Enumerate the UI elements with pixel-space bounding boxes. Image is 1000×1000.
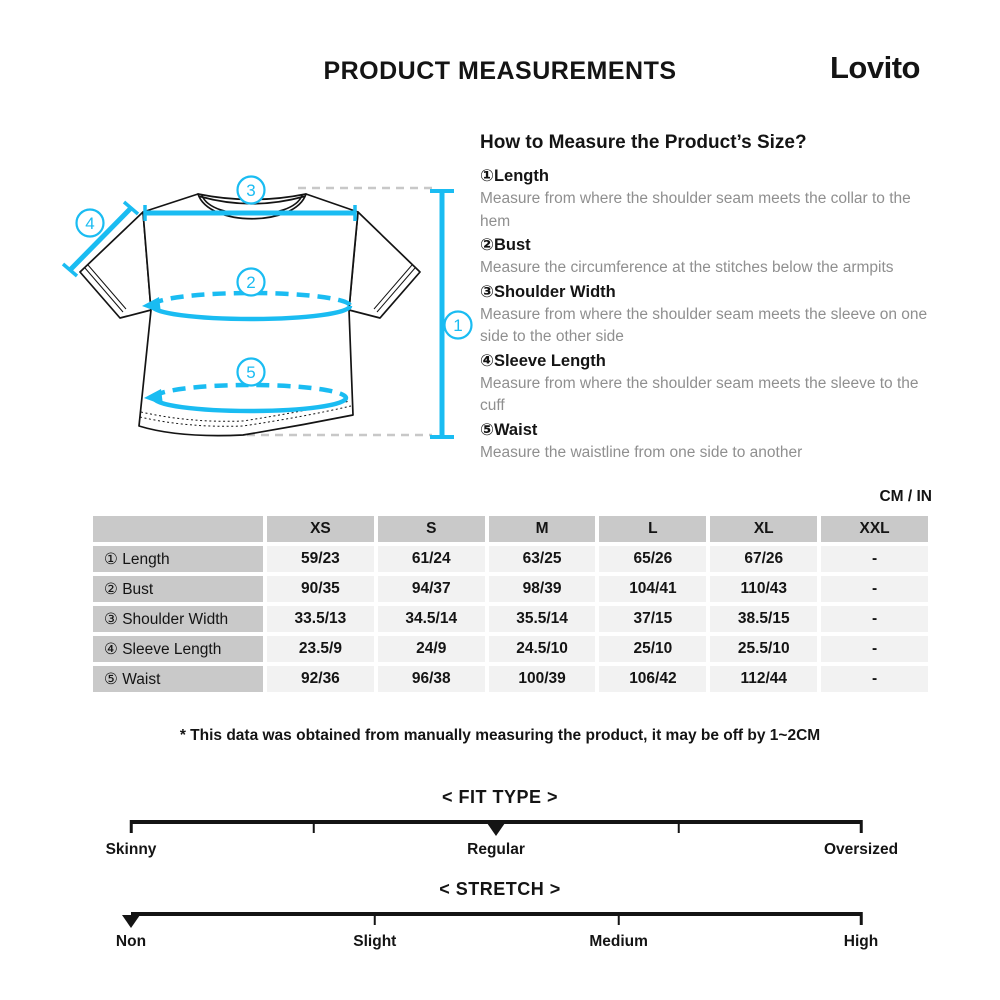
size-table-row: [93, 546, 928, 572]
size-table-row: [93, 576, 928, 602]
svg-text:1: 1: [453, 316, 463, 335]
size-value-cell: 112/44: [710, 666, 817, 692]
size-column-header: XL: [710, 516, 817, 542]
size-value-cell: 106/42: [599, 666, 706, 692]
size-value-cell: 33.5/13: [267, 606, 374, 632]
callout-3: [238, 177, 265, 204]
size-column-header: L: [599, 516, 706, 542]
guide-item: [480, 349, 938, 418]
guide-item: [480, 233, 938, 280]
size-value-cell: 38.5/15: [710, 606, 817, 632]
size-value-cell: 24.5/10: [489, 636, 596, 662]
size-table-row: [93, 666, 928, 692]
size-value-cell: 104/41: [599, 576, 706, 602]
svg-text:5: 5: [246, 363, 256, 382]
size-column-header: M: [489, 516, 596, 542]
size-value-cell: 96/38: [378, 666, 485, 692]
size-column-header: XXL: [821, 516, 928, 542]
row-label: ③ Shoulder Width: [93, 606, 263, 632]
size-table-row: [93, 636, 928, 662]
scale-label: Oversized: [823, 841, 899, 858]
row-label: ② Bust: [93, 576, 263, 602]
guide-item: [480, 418, 938, 465]
size-value-cell: 100/39: [489, 666, 596, 692]
scale-tick: [617, 912, 620, 925]
brand-logo: Lovito: [830, 50, 920, 85]
guide-item-description: Measure the circumference at the stitches below the armpits: [480, 259, 894, 276]
svg-text:4: 4: [85, 214, 95, 233]
scale-marker-triangle: [122, 915, 140, 928]
callout-5: [238, 359, 265, 386]
size-value-cell: -: [821, 606, 928, 632]
scale-tick: [860, 912, 863, 925]
scale-label: Regular: [467, 841, 525, 858]
scale-label: Non: [115, 933, 147, 950]
guide-item-label: ④Sleeve Length: [480, 351, 606, 370]
size-value-cell: 110/43: [710, 576, 817, 602]
size-value-cell: 92/36: [267, 666, 374, 692]
scale-tick: [677, 820, 680, 833]
guide-item-description: Measure from where the shoulder seam meets the collar to the hem: [480, 190, 911, 230]
scale-tick: [374, 912, 377, 925]
size-value-cell: 98/39: [489, 576, 596, 602]
row-label: ④ Sleeve Length: [93, 636, 263, 662]
guide-item: [480, 280, 938, 349]
fit-type-title: < FIT TYPE >: [441, 787, 559, 807]
guide-item-label: ③Shoulder Width: [480, 282, 616, 301]
size-value-cell: 25/10: [599, 636, 706, 662]
size-value-cell: 35.5/14: [489, 606, 596, 632]
guide-items: [480, 164, 938, 464]
svg-text:2: 2: [246, 273, 256, 292]
scale-tick: [860, 820, 863, 833]
scale-label: Slight: [353, 933, 397, 950]
size-table-row: [93, 606, 928, 632]
size-table: [89, 512, 932, 696]
guide-item-label: ①Length: [480, 167, 549, 185]
measure-note: * This data was obtained from manually measuring the product, it may be off by 1~2CM: [179, 727, 821, 744]
fit-type-scale: [105, 820, 899, 862]
size-column-header: XS: [267, 516, 374, 542]
scale-marker-triangle: [487, 823, 505, 836]
guide-item-label: ⑤Waist: [480, 420, 538, 439]
size-value-cell: 25.5/10: [710, 636, 817, 662]
scale-line: [131, 912, 861, 916]
size-value-cell: -: [821, 576, 928, 602]
size-value-cell: 37/15: [599, 606, 706, 632]
guide-item-label: ②Bust: [480, 236, 531, 254]
row-label: ⑤ Waist: [93, 666, 263, 692]
size-value-cell: 59/23: [267, 546, 374, 572]
scale-tick: [130, 820, 133, 833]
callout-2: [238, 269, 265, 296]
scale-label: Skinny: [105, 841, 157, 858]
guide-item-description: Measure the waistline from one side to another: [480, 443, 803, 461]
guide-item: [480, 164, 938, 233]
size-value-cell: -: [821, 636, 928, 662]
page-title: PRODUCT MEASUREMENTS: [323, 57, 677, 85]
stretch-scale: [115, 912, 879, 954]
scale-label: Medium: [589, 933, 648, 950]
guide-item-description: Measure from where the shoulder seam meets the sleeve to the cuff: [480, 374, 919, 414]
size-value-cell: 61/24: [378, 546, 485, 572]
scale-tick: [312, 820, 315, 833]
table-corner-cell: [93, 516, 263, 542]
scale-label: High: [843, 933, 879, 950]
size-value-cell: -: [821, 666, 928, 692]
callout-1: [445, 312, 472, 339]
size-value-cell: 90/35: [267, 576, 374, 602]
size-value-cell: 63/25: [489, 546, 596, 572]
size-value-cell: 34.5/14: [378, 606, 485, 632]
guide-item-description: Measure from where the shoulder seam meets the sleeve on one side to the other side: [480, 305, 928, 345]
size-table-header-row: [93, 516, 928, 542]
size-value-cell: 67/26: [710, 546, 817, 572]
size-value-cell: 23.5/9: [267, 636, 374, 662]
callout-4: [77, 210, 104, 237]
unit-label: CM / IN: [879, 488, 932, 505]
size-value-cell: 94/37: [378, 576, 485, 602]
stretch-title: < STRETCH >: [439, 879, 561, 899]
size-column-header: S: [378, 516, 485, 542]
size-value-cell: -: [821, 546, 928, 572]
tshirt-diagram-svg: [58, 158, 478, 458]
row-label: ① Length: [93, 546, 263, 572]
measure-guide: [480, 132, 938, 464]
guide-title: How to Measure the Product’s Size?: [480, 132, 807, 153]
size-value-cell: 65/26: [599, 546, 706, 572]
right-sleeve: [349, 212, 420, 318]
tshirt-measure-diagram: [58, 158, 478, 458]
size-value-cell: 24/9: [378, 636, 485, 662]
svg-text:3: 3: [246, 181, 256, 200]
